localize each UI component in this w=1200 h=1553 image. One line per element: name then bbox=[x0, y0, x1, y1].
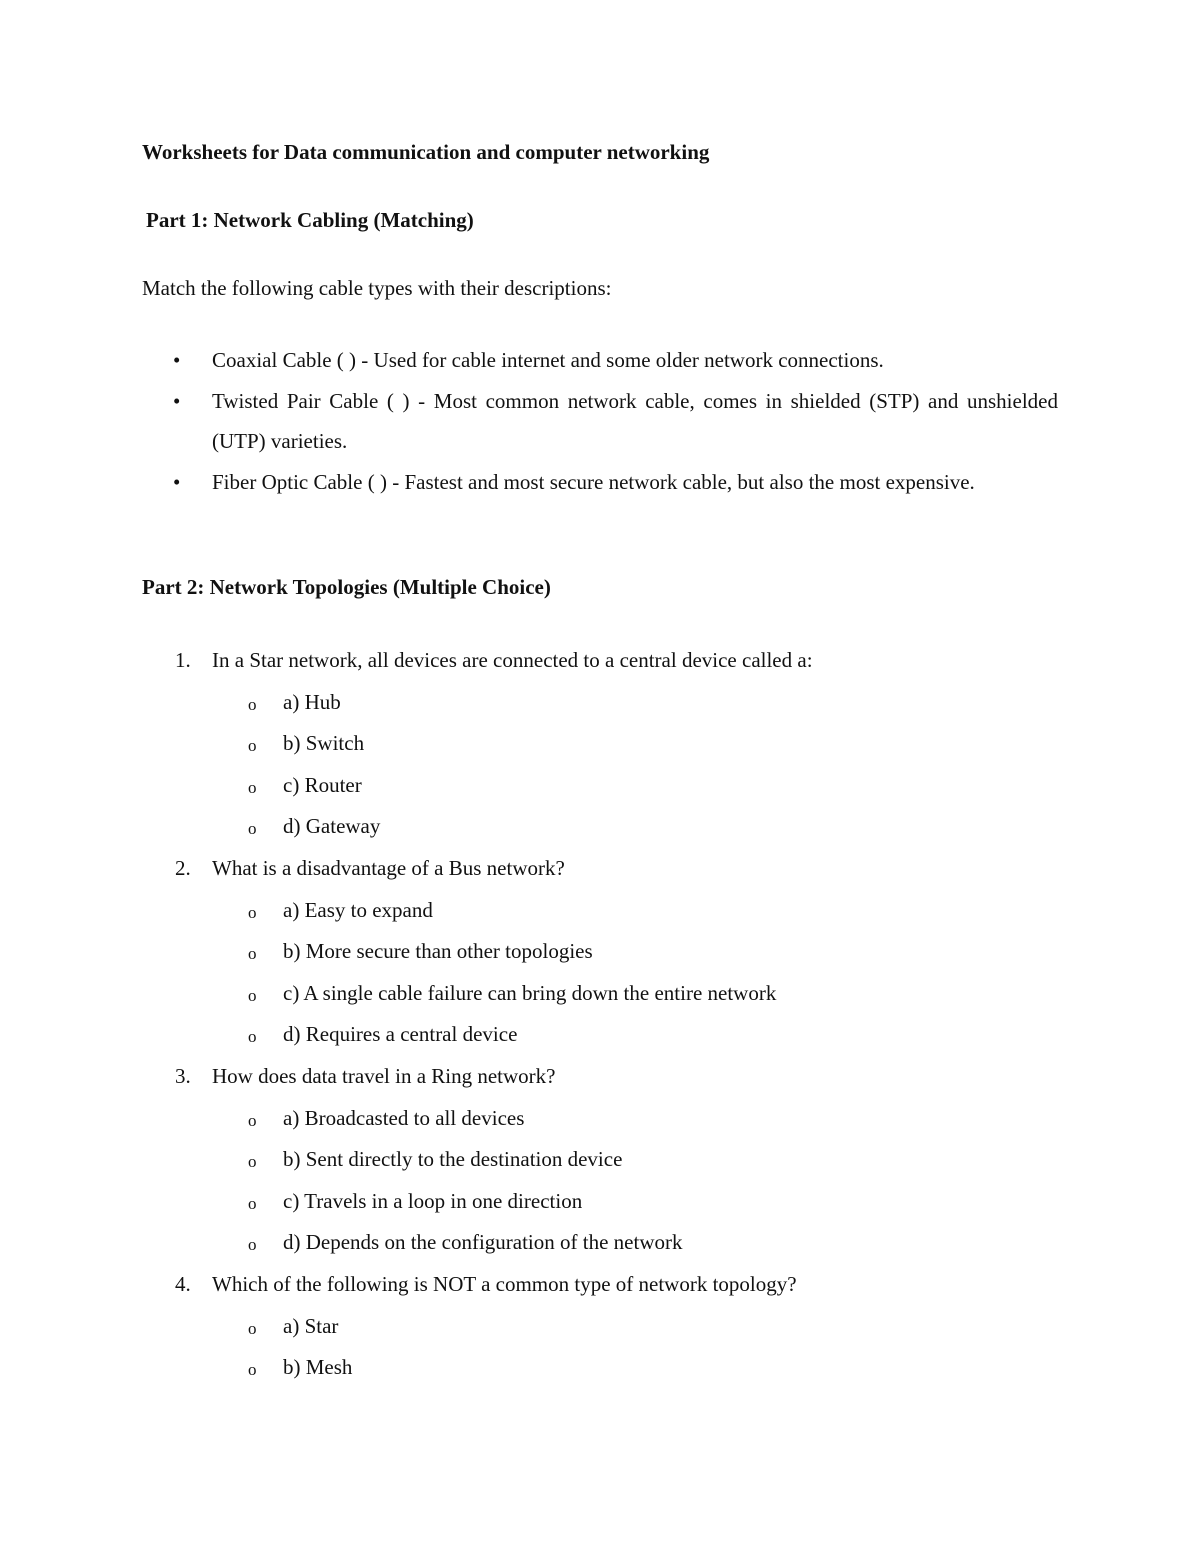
circle-bullet-icon: o bbox=[248, 902, 257, 922]
question-text: What is a disadvantage of a Bus network? bbox=[212, 855, 565, 880]
bullet-icon: • bbox=[173, 388, 181, 413]
circle-bullet-icon: o bbox=[248, 1027, 257, 1047]
question-item bbox=[142, 848, 1058, 1056]
answer-option-text: a) Star bbox=[283, 1313, 339, 1338]
bullet-icon: • bbox=[173, 348, 181, 372]
answer-option bbox=[142, 973, 1058, 1015]
question-item bbox=[142, 1264, 1058, 1389]
part1-heading: Part 1: Network Cabling (Matching) bbox=[146, 208, 474, 232]
question-text: How does data travel in a Ring network? bbox=[212, 1063, 556, 1088]
circle-bullet-icon: o bbox=[248, 944, 257, 964]
question-number: 1. bbox=[175, 648, 191, 672]
question-number: 3. bbox=[175, 1063, 191, 1088]
answer-option-text: a) Broadcasted to all devices bbox=[283, 1105, 525, 1130]
circle-bullet-icon: o bbox=[248, 1193, 257, 1213]
answer-option-text: c) Router bbox=[283, 772, 362, 797]
topology-question-list bbox=[142, 640, 1058, 1389]
circle-bullet-icon: o bbox=[248, 1360, 257, 1380]
question-number: 2. bbox=[175, 855, 191, 880]
answer-option-text: c) Travels in a loop in one direction bbox=[283, 1188, 583, 1213]
answer-option-text: b) Sent directly to the destination device bbox=[283, 1147, 623, 1172]
answer-option bbox=[142, 682, 1058, 724]
question-text: Which of the following is NOT a common type of network topology? bbox=[212, 1271, 797, 1296]
circle-bullet-icon: o bbox=[248, 1110, 257, 1130]
answer-option-text: b) More secure than other topologies bbox=[283, 939, 593, 964]
answer-option-text: a) Hub bbox=[283, 689, 341, 714]
answer-option-text: d) Depends on the configuration of the network bbox=[283, 1230, 683, 1255]
answer-option bbox=[142, 1222, 1058, 1264]
answer-option bbox=[142, 806, 1058, 848]
circle-bullet-icon: o bbox=[248, 1152, 257, 1172]
answer-option bbox=[142, 1181, 1058, 1223]
answer-option-text: c) A single cable failure can bring down the entire network bbox=[283, 980, 777, 1005]
answer-option bbox=[142, 1139, 1058, 1181]
cable-matching-list bbox=[142, 340, 1058, 502]
answer-option bbox=[142, 1306, 1058, 1348]
circle-bullet-icon: o bbox=[248, 736, 257, 756]
circle-bullet-icon: o bbox=[248, 985, 257, 1005]
list-item-text: Coaxial Cable ( ) - Used for cable internet and some older network connections. bbox=[212, 348, 884, 372]
answer-option-text: d) Gateway bbox=[283, 814, 381, 839]
part1-instruction: Match the following cable types with their descriptions: bbox=[142, 276, 612, 300]
list-item-text: Fiber Optic Cable ( ) - Fastest and most secure network cable, but also the most expensive. bbox=[212, 469, 975, 494]
list-item bbox=[142, 381, 1058, 462]
answer-option bbox=[142, 723, 1058, 765]
question-item bbox=[142, 640, 1058, 848]
list-item bbox=[142, 462, 1058, 503]
bullet-icon: • bbox=[173, 469, 181, 494]
list-item-text: Twisted Pair Cable ( ) - Most common network cable, comes in shielded (STP) and unshielded (UTP) varieties. bbox=[212, 388, 1058, 453]
circle-bullet-icon: o bbox=[248, 1318, 257, 1338]
answer-option-text: b) Mesh bbox=[283, 1355, 353, 1380]
question-text: In a Star network, all devices are connected to a central device called a: bbox=[212, 648, 813, 672]
question-number: 4. bbox=[175, 1271, 191, 1296]
answer-option bbox=[142, 1347, 1058, 1389]
answer-option bbox=[142, 1098, 1058, 1140]
circle-bullet-icon: o bbox=[248, 1235, 257, 1255]
circle-bullet-icon: o bbox=[248, 777, 257, 797]
answer-option bbox=[142, 890, 1058, 932]
part2-heading: Part 2: Network Topologies (Multiple Choice) bbox=[142, 575, 551, 599]
document-title: Worksheets for Data communication and computer networking bbox=[142, 140, 710, 164]
circle-bullet-icon: o bbox=[248, 819, 257, 839]
answer-option-text: d) Requires a central device bbox=[283, 1022, 518, 1047]
answer-option-text: a) Easy to expand bbox=[283, 897, 433, 922]
circle-bullet-icon: o bbox=[248, 694, 257, 714]
answer-option-text: b) Switch bbox=[283, 731, 365, 756]
answer-option bbox=[142, 931, 1058, 973]
question-item bbox=[142, 1056, 1058, 1264]
list-item bbox=[142, 340, 1058, 381]
answer-option bbox=[142, 765, 1058, 807]
answer-option bbox=[142, 1014, 1058, 1056]
